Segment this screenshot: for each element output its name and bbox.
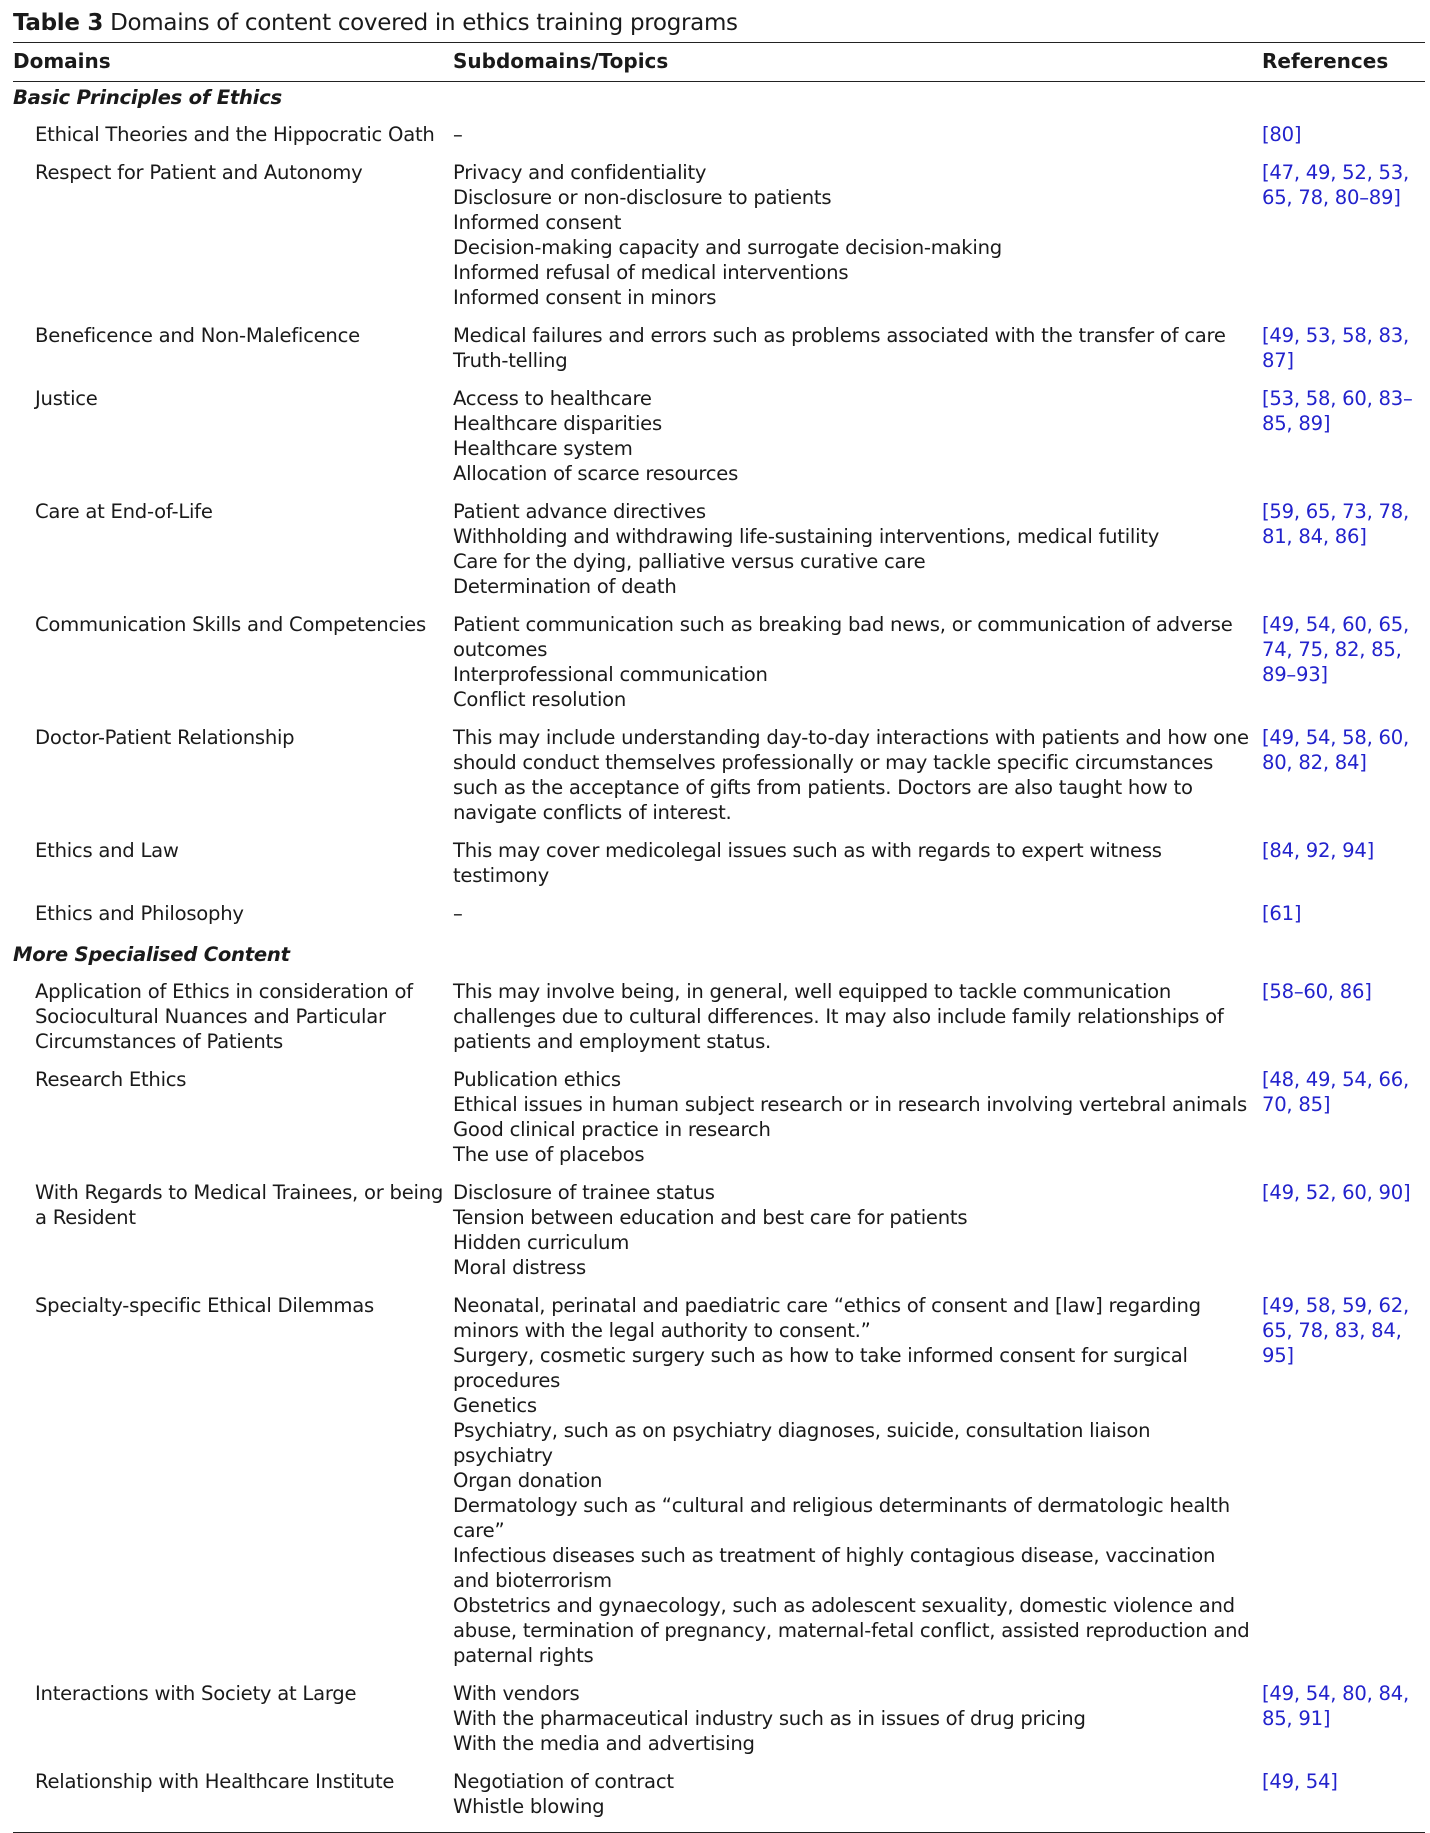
topic-item: With the media and advertising xyxy=(453,1732,755,1755)
topic-item: – xyxy=(453,902,463,925)
topics-cell xyxy=(453,1681,1260,1769)
topic-item: With vendors xyxy=(453,1682,580,1705)
references-cell[interactable]: [49, 54, 80, 84, 85, 91] xyxy=(1262,1682,1409,1730)
domain-cell: Interactions with Society at Large xyxy=(35,1682,357,1705)
topic-item: Care for the dying, palliative versus curative care xyxy=(453,550,926,573)
topic-item: Negotiation of contract xyxy=(453,1770,674,1793)
table-row xyxy=(13,1067,1425,1180)
topic-item: This may cover medicolegal issues such as with regards to expert witness testimony xyxy=(453,839,1162,887)
table-caption xyxy=(13,6,1425,40)
topics-cell xyxy=(453,901,1260,939)
topic-item: This may include understanding day-to-day interactions with patients and how one should conduct themselves professionally or may tackle specific circumstances such as the acceptance of gifts from patients. Doctors are also taught how to navigate conflicts of interest. xyxy=(453,726,1249,824)
topic-item: Infectious diseases such as treatment of highly contagious disease, vaccination and bioterrorism xyxy=(453,1544,1216,1592)
topic-item: Interprofessional communication xyxy=(453,663,768,686)
references-cell[interactable]: [53, 58, 60, 83–85, 89] xyxy=(1262,387,1413,435)
topic-item: Patient advance directives xyxy=(453,500,706,523)
topic-item: Informed consent in minors xyxy=(453,286,717,309)
domain-cell: Doctor-Patient Relationship xyxy=(35,726,295,749)
topic-item: Healthcare system xyxy=(453,437,633,460)
table-row xyxy=(13,1681,1425,1769)
topic-item: Allocation of scarce resources xyxy=(453,462,739,485)
topic-item: Access to healthcare xyxy=(453,387,652,410)
topic-item: Ethical issues in human subject research or in research involving vertebral animals xyxy=(453,1093,1247,1116)
domain-cell: Ethics and Law xyxy=(35,839,179,862)
references-cell[interactable]: [80] xyxy=(1262,123,1302,146)
topic-item: Truth-telling xyxy=(453,349,568,372)
references-cell[interactable]: [49, 54, 60, 65, 74, 75, 82, 85, 89–93] xyxy=(1262,613,1409,686)
topic-item: Publication ethics xyxy=(453,1068,621,1091)
table-row xyxy=(13,901,1425,939)
topic-item: Moral distress xyxy=(453,1256,586,1279)
table-row xyxy=(13,499,1425,612)
topic-item: Good clinical practice in research xyxy=(453,1118,771,1141)
topic-item: Informed refusal of medical interventions xyxy=(453,261,849,284)
topic-item: Withholding and withdrawing life-sustaining interventions, medical futility xyxy=(453,525,1160,548)
topic-item: Obstetrics and gynaecology, such as adolescent sexuality, domestic violence and abuse, termination of pregnancy, maternal-fetal conflict, assisted reproduction and paternal rights xyxy=(453,1594,1250,1667)
topic-item: Decision-making capacity and surrogate decision-making xyxy=(453,236,1002,259)
topic-item: This may involve being, in general, well equipped to tackle communication challenges due to cultural differences. It may also include family relationships of patients and employment status. xyxy=(453,980,1224,1053)
topics-cell xyxy=(453,971,1260,1067)
references-cell[interactable]: [49, 53, 58, 83, 87] xyxy=(1262,324,1409,372)
topic-item: Dermatology such as “cultural and religious determinants of dermatologic health care” xyxy=(453,1494,1230,1542)
domain-cell: Justice xyxy=(35,387,98,410)
domain-cell: Specialty-specific Ethical Dilemmas xyxy=(35,1294,374,1317)
domain-cell: Beneficence and Non-Maleficence xyxy=(35,324,360,347)
header-row xyxy=(13,43,1425,82)
domain-cell: Ethical Theories and the Hippocratic Oath xyxy=(35,123,435,146)
topic-item: Disclosure or non-disclosure to patients xyxy=(453,186,832,209)
topic-item: Medical failures and errors such as problems associated with the transfer of care xyxy=(453,324,1226,347)
table-row xyxy=(13,725,1425,838)
topic-item: Neonatal, perinatal and paediatric care “ethics of consent and [law] regarding minors with the legal authority to consent.” xyxy=(453,1294,1201,1342)
topics-cell xyxy=(453,499,1260,612)
topic-item: Psychiatry, such as on psychiatry diagnoses, suicide, consultation liaison psychiatry xyxy=(453,1419,1151,1467)
domain-cell: Ethics and Philosophy xyxy=(35,902,244,925)
table-row xyxy=(13,1180,1425,1293)
topics-cell xyxy=(453,114,1260,160)
references-cell[interactable]: [49, 58, 59, 62, 65, 78, 83, 84, 95] xyxy=(1262,1294,1409,1367)
topics-cell xyxy=(453,1067,1260,1180)
topics-cell xyxy=(453,612,1260,725)
topic-item: With the pharmaceutical industry such as in issues of drug pricing xyxy=(453,1707,1086,1730)
topic-item: Surgery, cosmetic surgery such as how to take informed consent for surgical procedures xyxy=(453,1344,1188,1392)
topic-item: Organ donation xyxy=(453,1469,603,1492)
topic-item: Determination of death xyxy=(453,575,677,598)
domain-cell: With Regards to Medical Trainees, or being a Resident xyxy=(35,1181,444,1229)
header-domains: Domains xyxy=(13,43,453,82)
topic-item: – xyxy=(453,123,463,146)
topics-cell xyxy=(453,1293,1260,1681)
table-row xyxy=(13,971,1425,1067)
references-cell[interactable]: [49, 52, 60, 90] xyxy=(1262,1181,1411,1204)
table-row xyxy=(13,114,1425,160)
domain-cell: Relationship with Healthcare Institute xyxy=(35,1770,395,1793)
page xyxy=(13,6,1425,1833)
table-row xyxy=(13,1769,1425,1833)
topics-cell xyxy=(453,1180,1260,1293)
topic-item: Conflict resolution xyxy=(453,688,627,711)
topics-cell xyxy=(453,323,1260,386)
topic-item: Healthcare disparities xyxy=(453,412,662,435)
references-cell[interactable]: [61] xyxy=(1262,902,1302,925)
topics-cell xyxy=(453,386,1260,499)
table-label: Table 3 xyxy=(13,10,104,36)
topic-item: Privacy and confidentiality xyxy=(453,161,707,184)
table-title: Domains of content covered in ethics training programs xyxy=(110,10,738,36)
table-row xyxy=(13,838,1425,901)
section-title: Basic Principles of Ethics xyxy=(13,86,282,109)
section-title: More Specialised Content xyxy=(13,943,290,966)
topics-cell xyxy=(453,160,1260,323)
references-cell[interactable]: [84, 92, 94] xyxy=(1262,839,1374,862)
domain-cell: Application of Ethics in consideration of Sociocultural Nuances and Particular Circumstances of Patients xyxy=(35,980,413,1053)
section-row xyxy=(13,939,1425,971)
domain-cell: Respect for Patient and Autonomy xyxy=(35,161,363,184)
table-row xyxy=(13,323,1425,386)
topics-cell xyxy=(453,1769,1260,1833)
table-row xyxy=(13,612,1425,725)
topic-item: Patient communication such as breaking bad news, or communication of adverse outcomes xyxy=(453,613,1233,661)
references-cell[interactable]: [49, 54, 58, 60, 80, 82, 84] xyxy=(1262,726,1409,774)
table-row xyxy=(13,160,1425,323)
references-cell[interactable]: [58–60, 86] xyxy=(1262,980,1372,1003)
domain-cell: Care at End-of-Life xyxy=(35,500,213,523)
references-cell[interactable]: [49, 54] xyxy=(1262,1770,1338,1793)
domain-cell: Research Ethics xyxy=(35,1068,187,1091)
topic-item: The use of placebos xyxy=(453,1143,645,1166)
topic-item: Hidden curriculum xyxy=(453,1231,630,1254)
table-body xyxy=(13,82,1425,1833)
table-row xyxy=(13,386,1425,499)
domain-cell: Communication Skills and Competencies xyxy=(35,613,426,636)
topic-item: Tension between education and best care for patients xyxy=(453,1206,968,1229)
topic-item: Genetics xyxy=(453,1394,537,1417)
references-cell[interactable]: [47, 49, 52, 53, 65, 78, 80–89] xyxy=(1262,161,1409,209)
topics-cell xyxy=(453,725,1260,838)
table-row xyxy=(13,1293,1425,1681)
header-subdomains: Subdomains/Topics xyxy=(453,43,1260,82)
topic-item: Whistle blowing xyxy=(453,1795,605,1818)
topic-item: Disclosure of trainee status xyxy=(453,1181,715,1204)
section-row xyxy=(13,82,1425,115)
header-references: References xyxy=(1260,43,1425,82)
topic-item: Informed consent xyxy=(453,211,622,234)
references-cell[interactable]: [59, 65, 73, 78, 81, 84, 86] xyxy=(1262,500,1409,548)
references-cell[interactable]: [48, 49, 54, 66, 70, 85] xyxy=(1262,1068,1409,1116)
topics-cell xyxy=(453,838,1260,901)
domains-table xyxy=(13,42,1425,1833)
